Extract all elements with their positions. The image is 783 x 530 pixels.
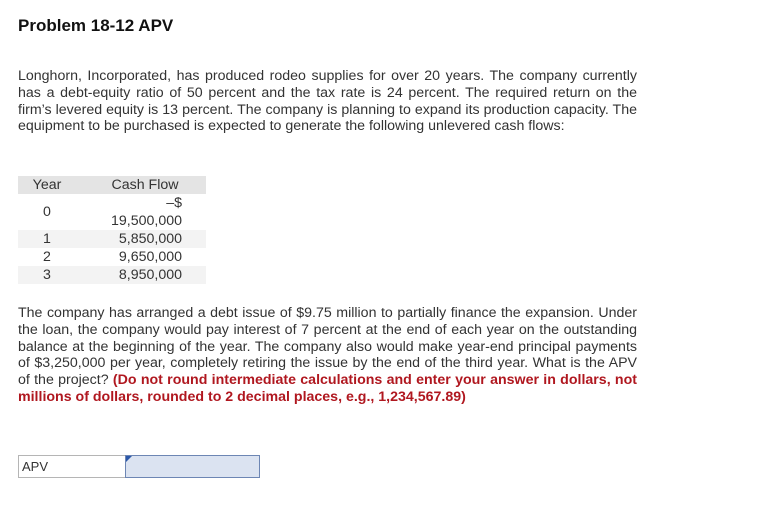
year-cell: 0 — [43, 204, 51, 220]
question-text: The company has arranged a debt issue of $9.75 million to partially finance the expansion. Under the loan, the company would pay interest of 7 percent at the end of each year on the outstanding balance at the beginning of the year. The company also would make year-end principal payments of $3,250,000 per year, completely retiring the issue by the end of the third year. What is the APV of the project? — [18, 305, 637, 389]
cash-flow-table — [18, 176, 206, 284]
cash-flow-cell: 8,950,000 — [76, 266, 206, 284]
cash-flow-cell: 9,650,000 — [118, 249, 182, 265]
year-cell: 3 — [18, 266, 76, 284]
apv-answer-row — [18, 455, 260, 478]
problem-intro: Longhorn, Incorporated, has produced rodeo supplies for over 20 years. The company currently has a debt-equity ratio of 50 percent and the tax rate is 24 percent. The required return on the firm’s levered equity is 13 percent. The company is planning to expand its production capacity. The equipment to be purchased is expected to generate the following unlevered cash flows: — [18, 68, 637, 135]
year-column-header: Year — [18, 176, 76, 194]
table-row — [18, 230, 206, 248]
table-header-row — [18, 176, 206, 194]
apv-input-box[interactable] — [125, 455, 260, 478]
cash-flow-cell-currency: –$ — [166, 195, 182, 211]
flag-corner-icon — [126, 456, 132, 462]
apv-label: APV — [18, 455, 125, 478]
cash-flow-cell: 19,500,000 — [110, 213, 182, 229]
year-cell: 2 — [43, 249, 51, 265]
problem-question — [18, 305, 637, 406]
cash-flow-cell: 5,850,000 — [76, 230, 206, 248]
answer-instruction: (Do not round intermediate calculations and enter your answer in dollars, not millions of dollars, rounded to 2 decimal places, e.g., 1,234,567.89) — [18, 372, 637, 405]
year-cell: 1 — [18, 230, 76, 248]
table-row — [18, 194, 206, 212]
table-row — [18, 248, 206, 266]
apv-input[interactable] — [126, 456, 259, 477]
table-row — [18, 266, 206, 284]
cash-flow-column-header: Cash Flow — [76, 176, 206, 194]
problem-title: Problem 18-12 APV — [18, 16, 174, 35]
